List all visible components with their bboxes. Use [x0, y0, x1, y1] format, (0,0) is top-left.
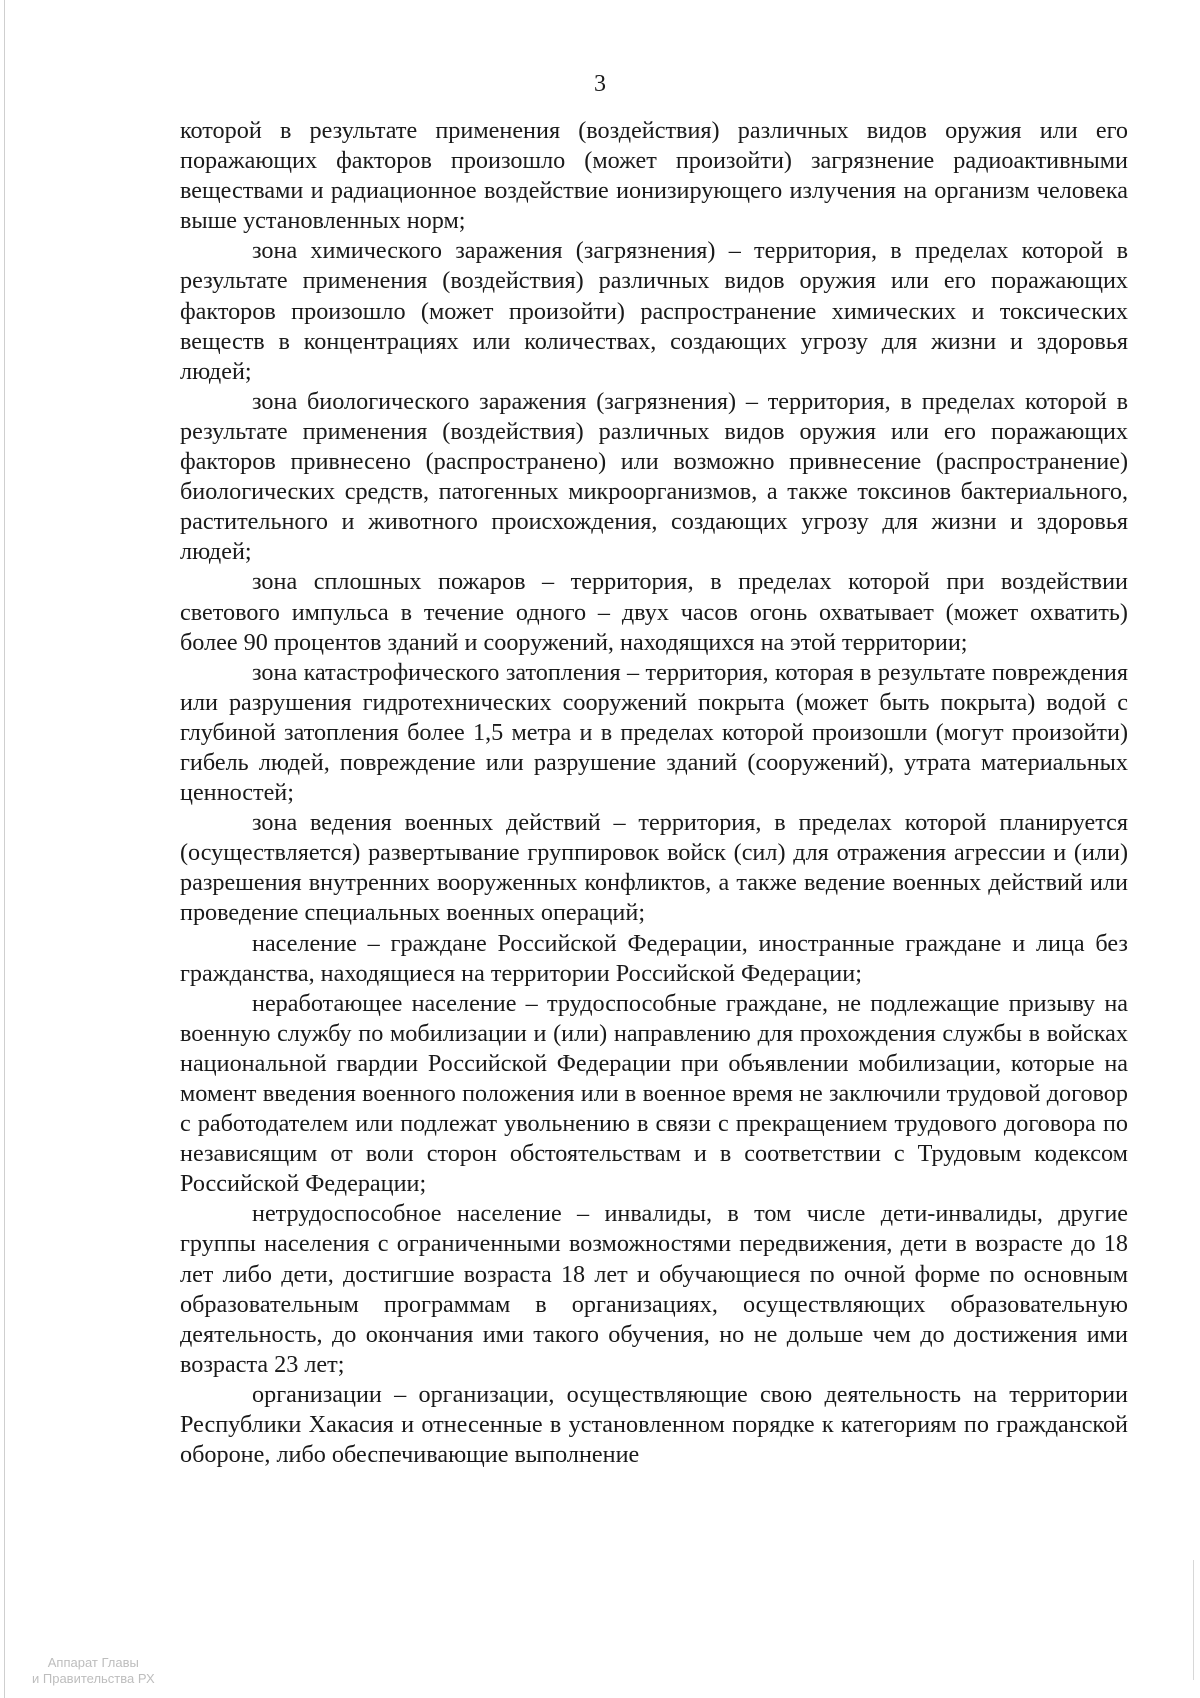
office-stamp	[32, 1655, 155, 1687]
document-body	[180, 116, 1128, 1470]
paragraph-military-zone: зона ведения военных действий – территория, в пределах которой планируется (осуществляется) развертывание группировок войск (сил) для отражения агрессии и (или) разрешения внутренних вооруженных конфликтов, а также ведение военных действий или проведение специальных военных операций;	[180, 809, 1128, 927]
paragraph-organizations: организации – организации, осуществляющие свою деятельность на территории Республики Хакасия и отнесенные в установленном порядке к категориям по гражданской обороне, либо обеспечивающие выполнение	[180, 1380, 1128, 1469]
paragraph-chemical-zone: зона химического заражения (загрязнения) – территория, в пределах которой в результате применения (воздействия) различных видов оружия или его поражающих факторов произошло (может произойти) распространение химических и токсических веществ в концентрациях или количествах, создающих угрозу для жизни и здоровья людей;	[180, 237, 1128, 385]
page-number: 3	[594, 71, 606, 97]
paragraph-flood-zone: зона катастрофического затопления – территория, которая в результате повреждения или разрушения гидротехнических сооружений покрыта (может быть покрыта) водой с глубиной затопления более 1,5 метра и в пределах которой произошли (могут произойти) гибель людей, повреждение или разрушение зданий (сооружений), утрата материальных ценностей;	[180, 658, 1128, 807]
stamp-line-2: и Правительства РХ	[32, 1671, 155, 1686]
scan-left-edge	[4, 0, 5, 1698]
scan-right-edge	[1193, 1560, 1194, 1680]
paragraph-population: население – граждане Российской Федерации, иностранные граждане и лица без гражданства, находящиеся на территории Российской Федерации;	[180, 929, 1128, 987]
stamp-line-1: Аппарат Главы	[47, 1655, 139, 1670]
paragraph-fire-zone: зона сплошных пожаров – территория, в пределах которой при воздействии светового импульса в течение одного – двух часов огонь охватывает (может охватить) более 90 процентов зданий и сооружений, находящихся на этой территории;	[180, 568, 1128, 656]
paragraph-disabled-population: нетрудоспособное население – инвалиды, в том числе дети-инвалиды, другие группы населения с ограниченными возможностями передвижения, дети в возрасте до 18 лет либо дети, достигшие возраста 18 лет и обучающиеся по очной форме по основным образовательным программам в организациях, осуществляющих образовательную деятельность, до окончания ими такого обучения, но не дольше чем до достижения ими возраста 23 лет;	[180, 1200, 1128, 1378]
paragraph-continuation: которой в результате применения (воздействия) различных видов оружия или его поражающих факторов произошло (может произойти) загрязнение радиоактивными веществами и радиационное воздействие ионизирующего излучения на организм человека выше установленных норм;	[180, 117, 1128, 235]
paragraph-unemployed-population: неработающее население – трудоспособные граждане, не подлежащие призыву на военную службу по мобилизации и (или) направлению для прохождения службы в войсках национальной гвардии Российской Федерации при объявлении мобилизации, которые на момент введения военного положения или в военное время не заключили трудовой договор с работодателем или подлежат увольнению в связи с прекращением трудового договора по независящим от воли сторон обстоятельствам и в соответствии с Трудовым кодексом Российской Федерации;	[180, 989, 1128, 1198]
paragraph-biological-zone: зона биологического заражения (загрязнения) – территория, в пределах которой в результате применения (воздействия) различных видов оружия или его поражающих факторов привнесено (распространено) или возможно привнесение (распространение) биологических средств, патогенных микроорганизмов, а также токсинов бактериального, растительного и животного происхождения, создающих угрозу для жизни и здоровья людей;	[180, 387, 1128, 566]
